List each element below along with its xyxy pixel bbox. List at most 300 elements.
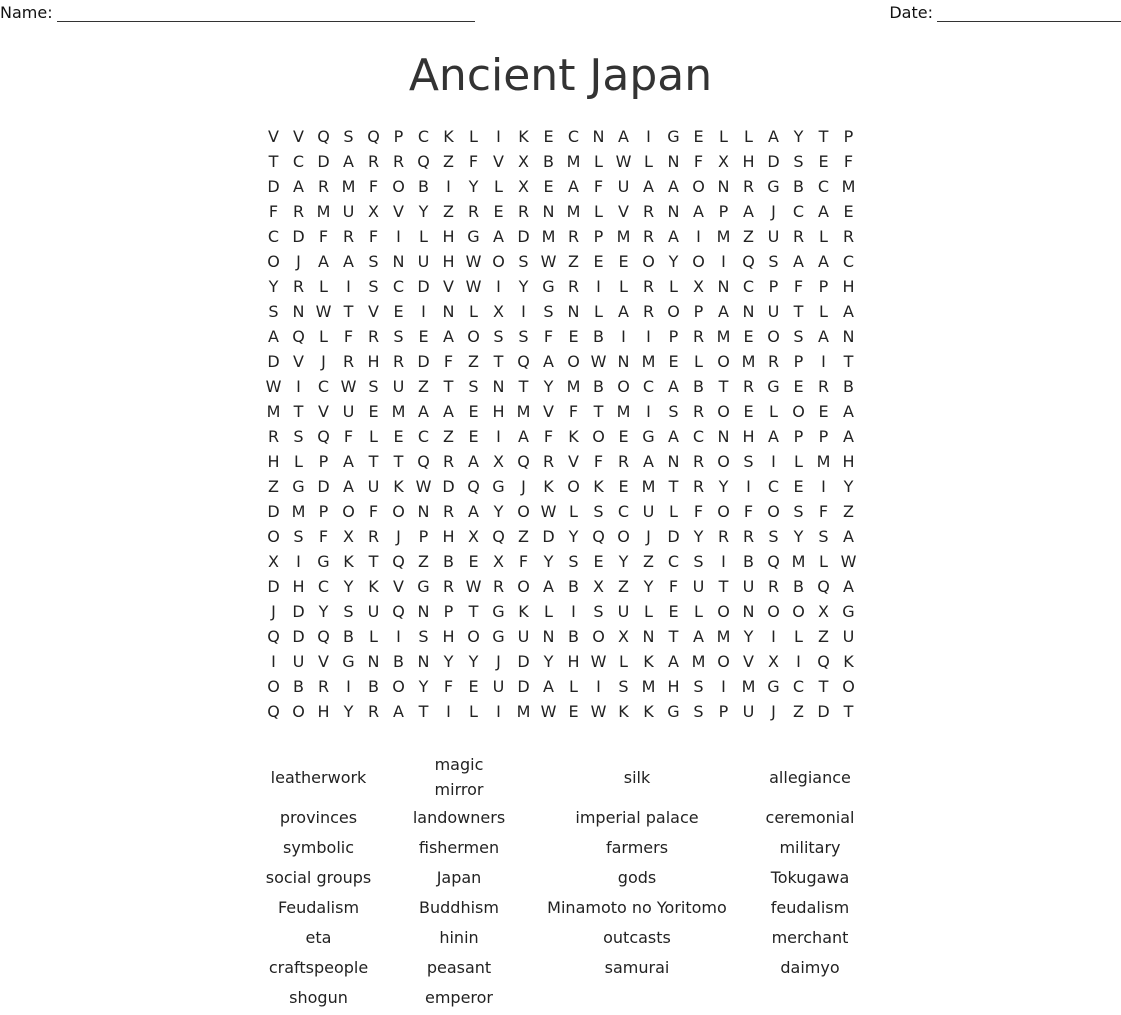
grid-letter[interactable]: G [467,227,480,246]
grid-letter[interactable]: Q [417,152,430,171]
grid-letter[interactable]: D [417,352,430,371]
grid-letter[interactable]: L [594,302,603,321]
grid-letter[interactable]: A [668,227,679,246]
grid-letter[interactable]: H [292,577,305,596]
grid-letter[interactable]: I [746,477,751,496]
grid-letter[interactable]: N [842,327,855,346]
grid-letter[interactable]: P [818,427,829,446]
grid-letter[interactable]: Q [392,602,405,621]
grid-letter[interactable]: Z [618,577,629,596]
grid-letter[interactable]: T [393,452,404,471]
grid-letter[interactable]: F [543,427,554,446]
grid-letter[interactable]: Z [443,427,454,446]
grid-letter[interactable]: O [592,627,605,646]
grid-letter[interactable]: A [768,127,779,146]
grid-letter[interactable]: Y [718,477,729,496]
grid-letter[interactable]: P [318,452,329,471]
grid-letter[interactable]: O [717,452,730,471]
grid-letter[interactable]: B [368,677,379,696]
grid-letter[interactable]: U [417,252,430,271]
grid-letter[interactable]: M [616,402,631,421]
grid-letter[interactable]: O [267,677,280,696]
grid-letter[interactable]: G [667,127,680,146]
grid-letter[interactable]: R [642,202,655,221]
grid-letter[interactable]: E [693,127,704,146]
grid-letter[interactable]: A [843,527,854,546]
grid-letter[interactable]: D [517,652,530,671]
grid-letter[interactable]: M [841,177,856,196]
grid-letter[interactable]: L [594,202,603,221]
grid-letter[interactable]: E [593,252,604,271]
grid-letter[interactable]: O [692,177,705,196]
grid-letter[interactable]: A [468,502,479,521]
grid-letter[interactable]: V [318,652,329,671]
grid-letter[interactable]: N [542,627,555,646]
grid-letter[interactable]: L [369,427,378,446]
grid-letter[interactable]: R [292,202,305,221]
grid-letter[interactable]: C [792,677,805,696]
grid-letter[interactable]: G [767,377,780,396]
grid-letter[interactable]: N [367,652,380,671]
grid-letter[interactable]: P [418,527,429,546]
grid-letter[interactable]: A [843,577,854,596]
grid-letter[interactable]: I [821,477,826,496]
grid-letter[interactable]: T [793,302,804,321]
grid-letter[interactable]: Y [568,527,579,546]
grid-letter[interactable]: I [521,302,526,321]
grid-letter[interactable]: Z [468,352,479,371]
grid-letter[interactable]: H [492,402,505,421]
grid-letter[interactable]: V [743,652,754,671]
grid-letter[interactable]: Z [843,502,854,521]
grid-letter[interactable]: Y [343,702,354,721]
grid-letter[interactable]: Q [317,127,330,146]
grid-letter[interactable]: X [493,452,504,471]
grid-letter[interactable]: R [692,327,705,346]
grid-letter[interactable]: X [518,177,529,196]
grid-letter[interactable]: T [443,377,454,396]
grid-letter[interactable]: I [346,277,351,296]
grid-letter[interactable]: H [842,277,855,296]
grid-letter[interactable]: I [696,227,701,246]
grid-letter[interactable]: T [818,127,829,146]
grid-letter[interactable]: O [617,377,630,396]
grid-letter[interactable]: V [543,402,554,421]
grid-letter[interactable]: K [393,477,404,496]
grid-letter[interactable]: A [343,152,354,171]
grid-letter[interactable]: A [668,377,679,396]
grid-letter[interactable]: Y [643,577,654,596]
grid-letter[interactable]: C [767,477,780,496]
grid-letter[interactable]: N [392,252,405,271]
grid-letter[interactable]: O [392,502,405,521]
grid-letter[interactable]: C [417,127,430,146]
grid-letter[interactable]: S [693,552,704,571]
grid-letter[interactable]: Q [517,352,530,371]
grid-letter[interactable]: M [291,502,306,521]
grid-letter[interactable]: A [393,702,404,721]
grid-letter[interactable]: A [518,427,529,446]
grid-letter[interactable]: I [646,127,651,146]
grid-letter[interactable]: C [617,502,630,521]
grid-letter[interactable]: A [343,452,354,471]
grid-letter[interactable]: S [768,252,779,271]
grid-letter[interactable]: N [442,302,455,321]
grid-letter[interactable]: A [443,402,454,421]
grid-letter[interactable]: H [442,627,455,646]
grid-letter[interactable]: C [817,177,830,196]
grid-letter[interactable]: C [742,277,755,296]
grid-letter[interactable]: D [267,177,280,196]
grid-letter[interactable]: O [567,352,580,371]
grid-letter[interactable]: U [742,702,755,721]
grid-letter[interactable]: R [642,302,655,321]
grid-letter[interactable]: D [292,627,305,646]
grid-letter[interactable]: A [843,402,854,421]
grid-letter[interactable]: V [618,202,629,221]
grid-letter[interactable]: A [668,427,679,446]
grid-letter[interactable]: I [646,327,651,346]
grid-letter[interactable]: M [516,702,531,721]
grid-letter[interactable]: B [843,377,854,396]
grid-letter[interactable]: R [442,452,455,471]
grid-letter[interactable]: O [717,602,730,621]
grid-letter[interactable]: U [692,577,705,596]
grid-letter[interactable]: A [543,352,554,371]
grid-letter[interactable]: N [642,627,655,646]
grid-letter[interactable]: I [721,252,726,271]
grid-letter[interactable]: R [617,452,630,471]
grid-letter[interactable]: T [843,702,854,721]
grid-letter[interactable]: S [343,127,354,146]
grid-letter[interactable]: X [693,277,704,296]
grid-letter[interactable]: I [496,702,501,721]
grid-letter[interactable]: I [771,627,776,646]
grid-letter[interactable]: M [516,402,531,421]
grid-letter[interactable]: S [693,677,704,696]
grid-letter[interactable]: Z [268,477,279,496]
grid-letter[interactable]: O [517,577,530,596]
grid-letter[interactable]: R [717,527,730,546]
grid-letter[interactable]: F [593,452,604,471]
grid-letter[interactable]: C [692,427,705,446]
grid-letter[interactable]: P [393,127,404,146]
grid-letter[interactable]: Y [493,502,504,521]
grid-letter[interactable]: R [567,277,580,296]
grid-letter[interactable]: M [341,177,356,196]
grid-letter[interactable]: I [271,652,276,671]
grid-letter[interactable]: S [368,252,379,271]
grid-letter[interactable]: T [518,377,529,396]
grid-letter[interactable]: S [518,252,529,271]
grid-letter[interactable]: O [792,402,805,421]
grid-letter[interactable]: V [568,452,579,471]
grid-letter[interactable]: Z [418,552,429,571]
grid-letter[interactable]: R [292,277,305,296]
grid-letter[interactable]: A [743,202,754,221]
grid-letter[interactable]: E [468,677,479,696]
grid-letter[interactable]: O [717,502,730,521]
grid-letter[interactable]: M [566,152,581,171]
grid-letter[interactable]: R [742,377,755,396]
grid-letter[interactable]: A [818,327,829,346]
grid-letter[interactable]: E [743,327,754,346]
grid-letter[interactable]: Y [693,527,704,546]
grid-letter[interactable]: M [816,452,831,471]
grid-letter[interactable]: N [667,152,680,171]
grid-letter[interactable]: K [518,127,529,146]
grid-letter[interactable]: G [492,602,505,621]
grid-letter[interactable]: R [767,352,780,371]
grid-letter[interactable]: O [842,677,855,696]
grid-letter[interactable]: F [443,352,454,371]
grid-letter[interactable]: V [293,352,304,371]
grid-letter[interactable]: S [468,377,479,396]
grid-letter[interactable]: Q [767,552,780,571]
grid-letter[interactable]: W [465,252,482,271]
grid-letter[interactable]: L [369,627,378,646]
grid-letter[interactable]: T [818,677,829,696]
grid-letter[interactable]: T [843,352,854,371]
grid-letter[interactable]: A [668,177,679,196]
grid-letter[interactable]: T [668,627,679,646]
grid-letter[interactable]: R [267,427,280,446]
grid-letter[interactable]: V [268,127,279,146]
grid-letter[interactable]: E [393,427,404,446]
grid-letter[interactable]: I [496,427,501,446]
grid-letter[interactable]: T [593,402,604,421]
grid-letter[interactable]: N [717,277,730,296]
grid-letter[interactable]: T [668,477,679,496]
grid-letter[interactable]: Y [268,277,279,296]
grid-letter[interactable]: E [818,152,829,171]
grid-letter[interactable]: R [342,227,355,246]
grid-letter[interactable]: X [518,152,529,171]
grid-letter[interactable]: O [267,527,280,546]
grid-letter[interactable]: R [842,227,855,246]
grid-letter[interactable]: L [819,552,828,571]
grid-letter[interactable]: Y [543,552,554,571]
grid-letter[interactable]: E [468,427,479,446]
grid-letter[interactable]: D [267,502,280,521]
grid-letter[interactable]: L [594,152,603,171]
grid-letter[interactable]: P [818,277,829,296]
grid-letter[interactable]: L [319,277,328,296]
grid-letter[interactable]: R [642,277,655,296]
grid-letter[interactable]: G [317,552,330,571]
grid-letter[interactable]: F [818,502,829,521]
grid-letter[interactable]: Y [518,277,529,296]
grid-letter[interactable]: O [617,527,630,546]
grid-letter[interactable]: L [744,127,753,146]
grid-letter[interactable]: K [568,427,579,446]
grid-letter[interactable]: B [393,652,404,671]
grid-letter[interactable]: W [840,552,857,571]
grid-letter[interactable]: U [342,202,355,221]
grid-letter[interactable]: Q [467,477,480,496]
grid-letter[interactable]: T [493,352,504,371]
grid-letter[interactable]: R [367,152,380,171]
grid-letter[interactable]: M [566,202,581,221]
grid-letter[interactable]: I [446,702,451,721]
grid-letter[interactable]: O [467,327,480,346]
grid-letter[interactable]: M [266,402,281,421]
grid-letter[interactable]: J [271,602,276,621]
grid-letter[interactable]: P [668,327,679,346]
grid-letter[interactable]: I [571,602,576,621]
grid-letter[interactable]: A [643,452,654,471]
grid-letter[interactable]: D [667,527,680,546]
grid-letter[interactable]: P [693,302,704,321]
grid-letter[interactable]: A [343,477,354,496]
grid-letter[interactable]: S [593,602,604,621]
grid-letter[interactable]: U [767,302,780,321]
grid-letter[interactable]: A [643,177,654,196]
grid-letter[interactable]: I [721,552,726,571]
grid-letter[interactable]: M [716,627,731,646]
grid-letter[interactable]: R [742,177,755,196]
grid-letter[interactable]: K [443,127,454,146]
grid-letter[interactable]: S [793,502,804,521]
grid-letter[interactable]: Y [743,627,754,646]
grid-letter[interactable]: L [619,652,628,671]
grid-letter[interactable]: O [692,252,705,271]
grid-letter[interactable]: R [692,452,705,471]
grid-letter[interactable]: B [743,552,754,571]
grid-letter[interactable]: O [642,252,655,271]
grid-letter[interactable]: R [542,452,555,471]
grid-letter[interactable]: K [643,702,654,721]
grid-letter[interactable]: N [542,202,555,221]
grid-letter[interactable]: M [316,202,331,221]
grid-letter[interactable]: N [417,502,430,521]
grid-letter[interactable]: N [742,602,755,621]
grid-letter[interactable]: Z [568,252,579,271]
grid-letter[interactable]: I [446,177,451,196]
grid-letter[interactable]: Y [343,577,354,596]
grid-letter[interactable]: R [392,152,405,171]
grid-letter[interactable]: C [292,152,305,171]
grid-letter[interactable]: S [593,502,604,521]
grid-letter[interactable]: O [467,627,480,646]
grid-letter[interactable]: S [368,277,379,296]
grid-letter[interactable]: S [518,327,529,346]
grid-letter[interactable]: K [543,477,554,496]
grid-letter[interactable]: L [294,452,303,471]
grid-letter[interactable]: O [767,602,780,621]
grid-letter[interactable]: L [669,277,678,296]
grid-letter[interactable]: E [393,302,404,321]
grid-letter[interactable]: I [771,452,776,471]
grid-letter[interactable]: C [667,552,680,571]
grid-letter[interactable]: S [743,452,754,471]
grid-letter[interactable]: Y [843,477,854,496]
grid-letter[interactable]: V [493,152,504,171]
grid-letter[interactable]: X [768,652,779,671]
grid-letter[interactable]: E [418,327,429,346]
grid-letter[interactable]: K [518,602,529,621]
grid-letter[interactable]: Q [317,427,330,446]
grid-letter[interactable]: D [517,227,530,246]
grid-letter[interactable]: N [667,202,680,221]
grid-letter[interactable]: Z [443,202,454,221]
grid-letter[interactable]: R [517,202,530,221]
grid-letter[interactable]: L [794,627,803,646]
grid-letter[interactable]: G [342,652,355,671]
grid-letter[interactable]: Q [417,452,430,471]
grid-letter[interactable]: S [368,377,379,396]
grid-letter[interactable]: F [743,502,754,521]
grid-letter[interactable]: Q [817,652,830,671]
grid-letter[interactable]: O [767,502,780,521]
grid-letter[interactable]: D [292,227,305,246]
grid-letter[interactable]: Y [418,677,429,696]
grid-letter[interactable]: D [317,477,330,496]
grid-letter[interactable]: Q [367,127,380,146]
grid-letter[interactable]: X [493,552,504,571]
grid-letter[interactable]: A [568,177,579,196]
grid-letter[interactable]: H [367,352,380,371]
grid-letter[interactable]: U [742,577,755,596]
grid-letter[interactable]: L [419,227,428,246]
grid-letter[interactable]: E [468,402,479,421]
grid-letter[interactable]: H [442,227,455,246]
grid-letter[interactable]: J [321,352,326,371]
grid-letter[interactable]: S [293,427,304,446]
grid-letter[interactable]: H [267,452,280,471]
grid-letter[interactable]: N [742,302,755,321]
grid-letter[interactable]: N [492,377,505,396]
name-field[interactable] [0,3,475,22]
grid-letter[interactable]: Z [643,552,654,571]
grid-letter[interactable]: B [343,627,354,646]
grid-letter[interactable]: F [543,327,554,346]
grid-letter[interactable]: A [668,652,679,671]
grid-letter[interactable]: R [792,227,805,246]
grid-letter[interactable]: Y [618,552,629,571]
grid-letter[interactable]: M [791,552,806,571]
grid-letter[interactable]: L [719,127,728,146]
grid-letter[interactable]: X [493,302,504,321]
grid-letter[interactable]: A [618,302,629,321]
grid-letter[interactable]: I [346,677,351,696]
grid-letter[interactable]: G [492,477,505,496]
grid-letter[interactable]: U [767,227,780,246]
grid-letter[interactable]: J [396,527,401,546]
grid-letter[interactable]: C [842,252,855,271]
grid-letter[interactable]: A [768,427,779,446]
grid-letter[interactable]: O [767,327,780,346]
grid-letter[interactable]: R [367,702,380,721]
grid-letter[interactable]: U [492,677,505,696]
grid-letter[interactable]: O [667,302,680,321]
grid-letter[interactable]: R [317,177,330,196]
grid-letter[interactable]: Y [668,252,679,271]
grid-letter[interactable]: K [843,652,854,671]
grid-letter[interactable]: D [767,152,780,171]
grid-letter[interactable]: T [368,452,379,471]
grid-letter[interactable]: W [590,352,607,371]
grid-letter[interactable]: I [621,327,626,346]
grid-letter[interactable]: J [521,477,526,496]
grid-letter[interactable]: M [616,227,631,246]
grid-letter[interactable]: L [494,177,503,196]
grid-letter[interactable]: O [592,427,605,446]
grid-letter[interactable]: Y [543,377,554,396]
grid-letter[interactable]: D [442,477,455,496]
grid-letter[interactable]: M [716,227,731,246]
grid-letter[interactable]: Z [418,377,429,396]
